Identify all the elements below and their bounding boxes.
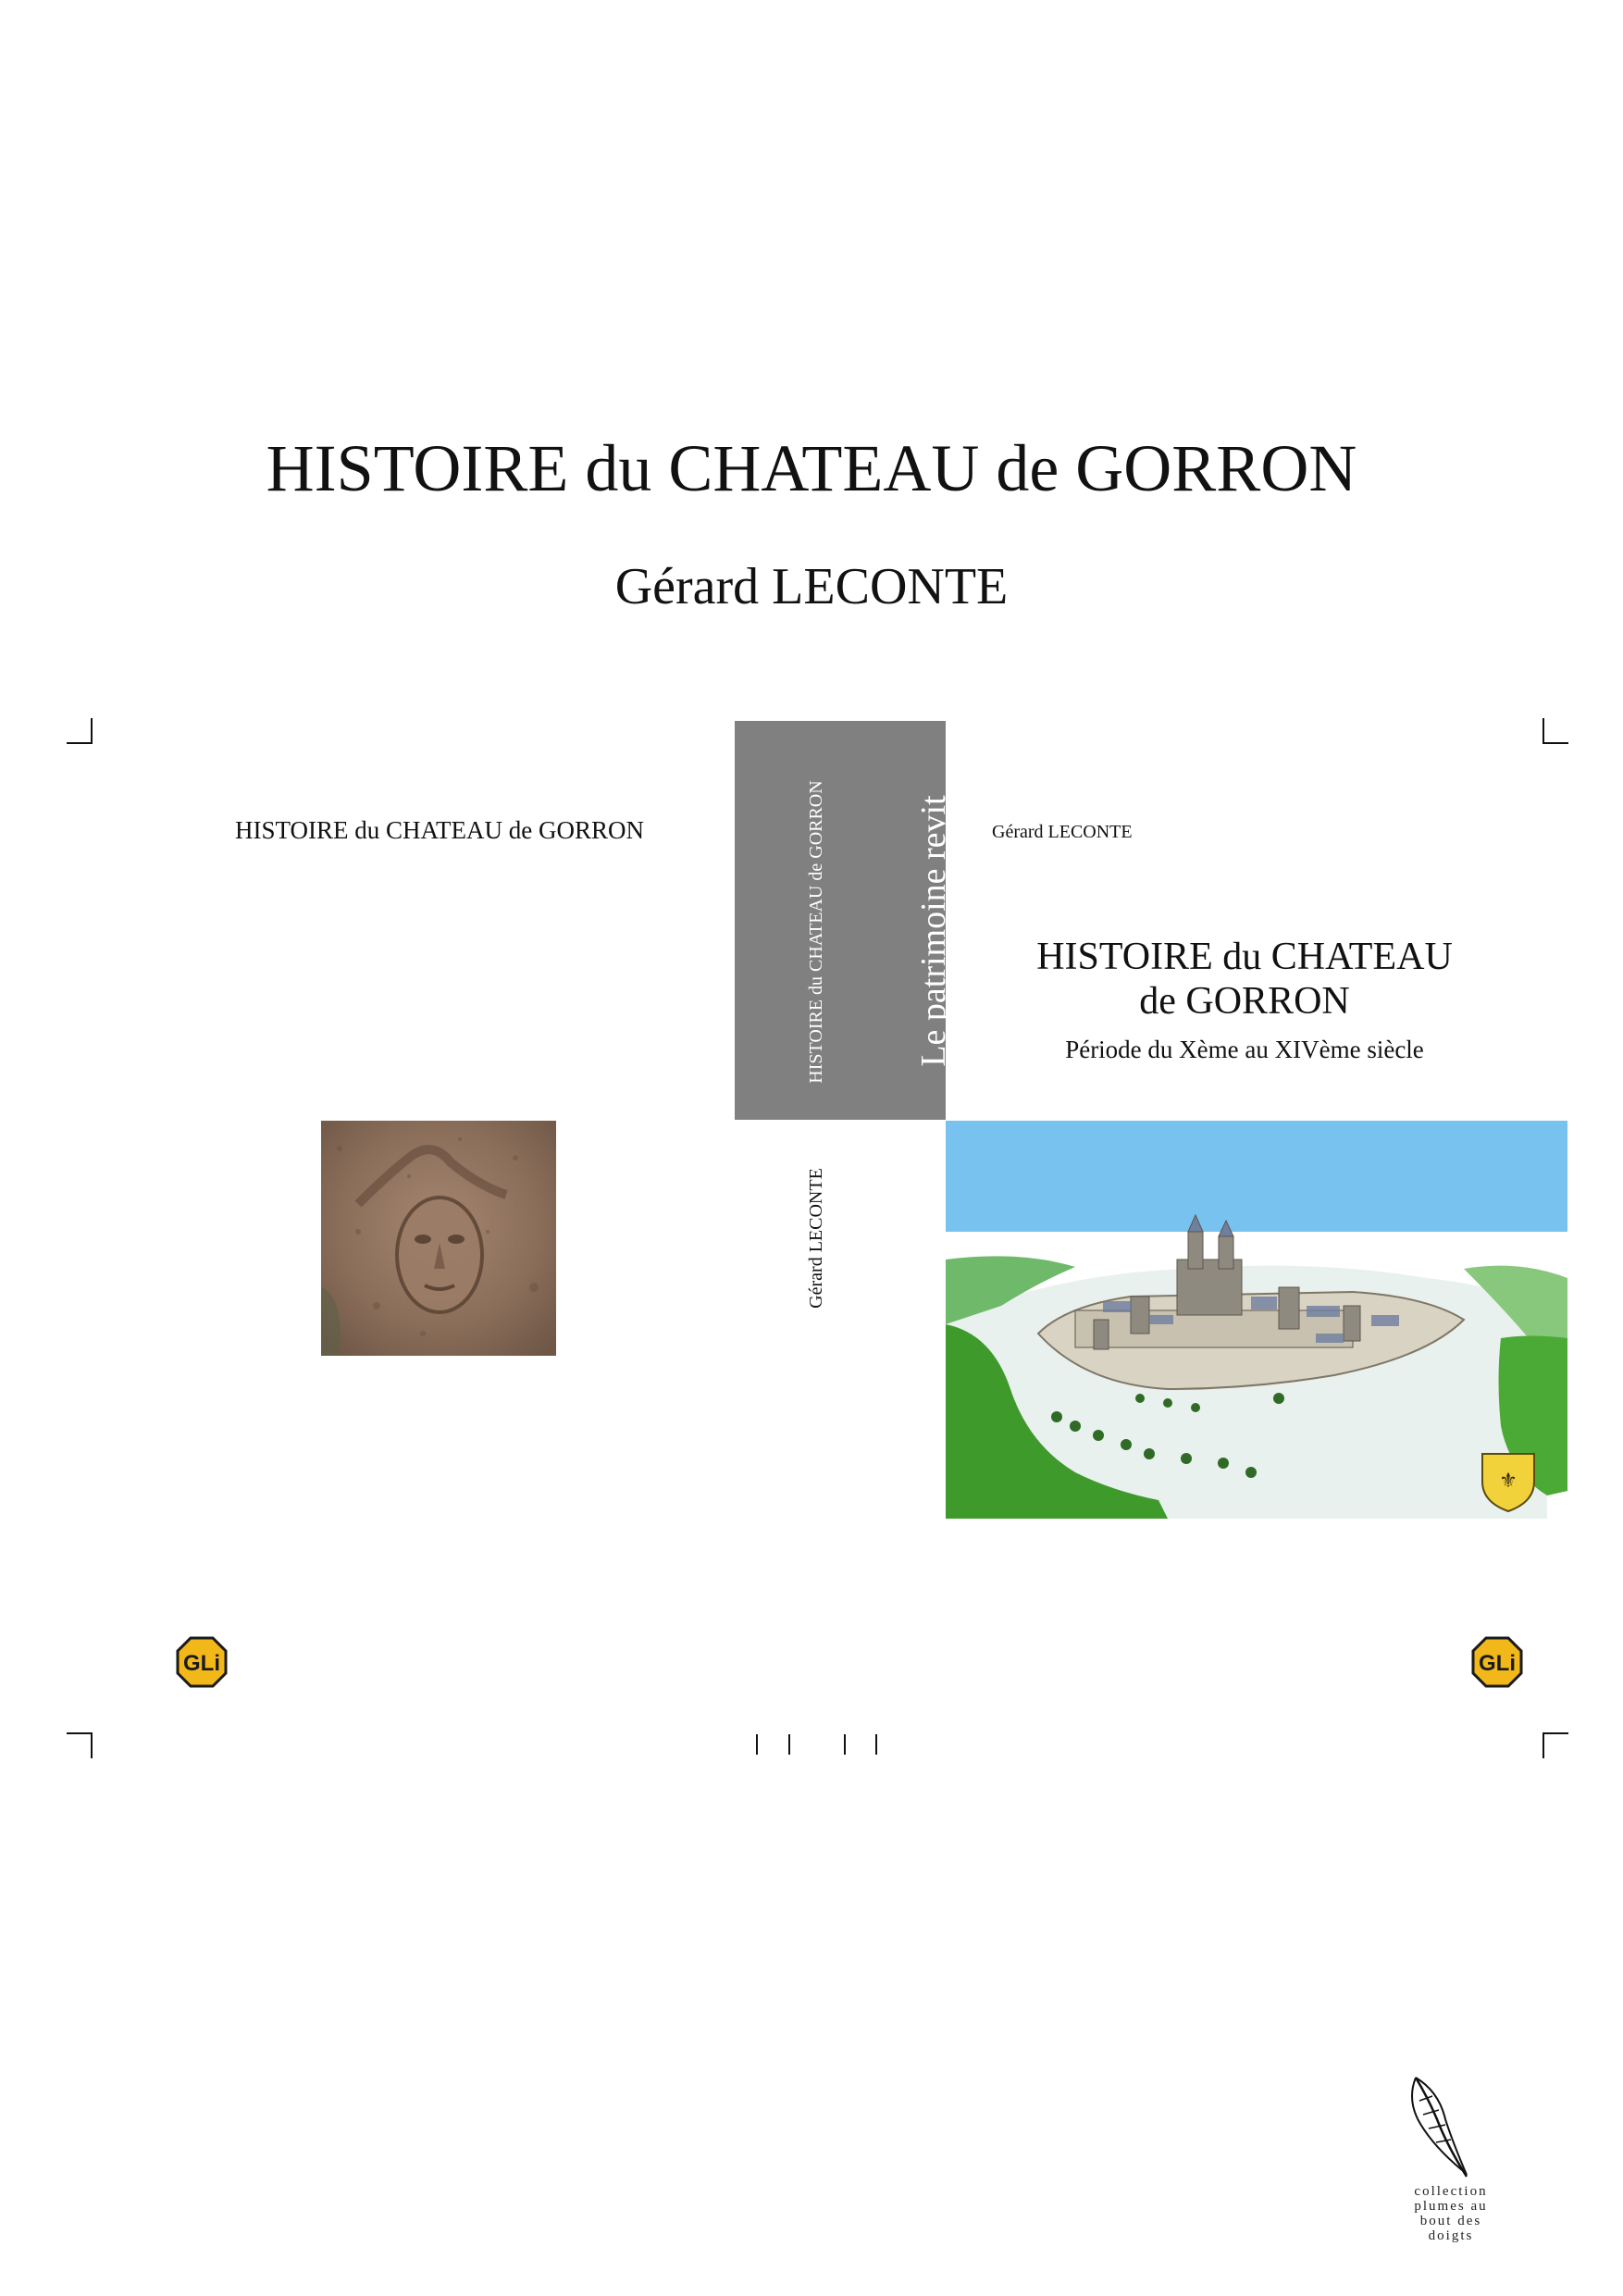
fold-mark [844, 1734, 846, 1755]
front-cover-title-line2: de GORRON [1139, 980, 1350, 1023]
collection-logo-text [1395, 2184, 1506, 2243]
gli-logo-icon [1471, 1636, 1523, 1688]
crop-mark-top-right [1542, 718, 1568, 744]
castle-illustration [946, 1121, 1567, 1519]
feather-quill-icon [1388, 2073, 1490, 2184]
crop-mark-top-left [67, 718, 93, 744]
gli-logo-icon [176, 1636, 228, 1688]
spine-collection-name: Le patrimoine revit [914, 795, 953, 1067]
spine-author: Gérard LECONTE [806, 1168, 826, 1309]
svg-text:GLi: GLi [1479, 1651, 1516, 1676]
crop-mark-bottom-left [67, 1732, 93, 1758]
back-cover-title: HISTOIRE du CHATEAU de GORRON [235, 816, 644, 844]
collection-line: plumes au [1414, 2199, 1488, 2214]
spine-title: HISTOIRE du CHATEAU de GORRON [806, 780, 826, 1084]
fold-mark [875, 1734, 877, 1755]
svg-text:GLi: GLi [183, 1651, 220, 1676]
fold-mark [756, 1734, 758, 1755]
front-cover-title-line1: HISTOIRE du CHATEAU [1036, 936, 1453, 978]
svg-text:⚜: ⚜ [1499, 1469, 1518, 1492]
front-cover-author: Gérard LECONTE [992, 822, 1133, 842]
collection-line: bout des [1419, 2214, 1482, 2228]
stone-carving-photo [321, 1121, 556, 1356]
crop-mark-bottom-right [1542, 1732, 1568, 1758]
front-cover-subtitle: Période du Xème au XIVème siècle [1065, 1036, 1424, 1063]
collection-line: doigts [1428, 2228, 1474, 2243]
collection-line: collection [1414, 2184, 1488, 2199]
page-title: HISTOIRE du CHATEAU de GORRON [266, 431, 1357, 505]
page-author: Gérard LECONTE [614, 558, 1009, 615]
fold-mark [788, 1734, 790, 1755]
